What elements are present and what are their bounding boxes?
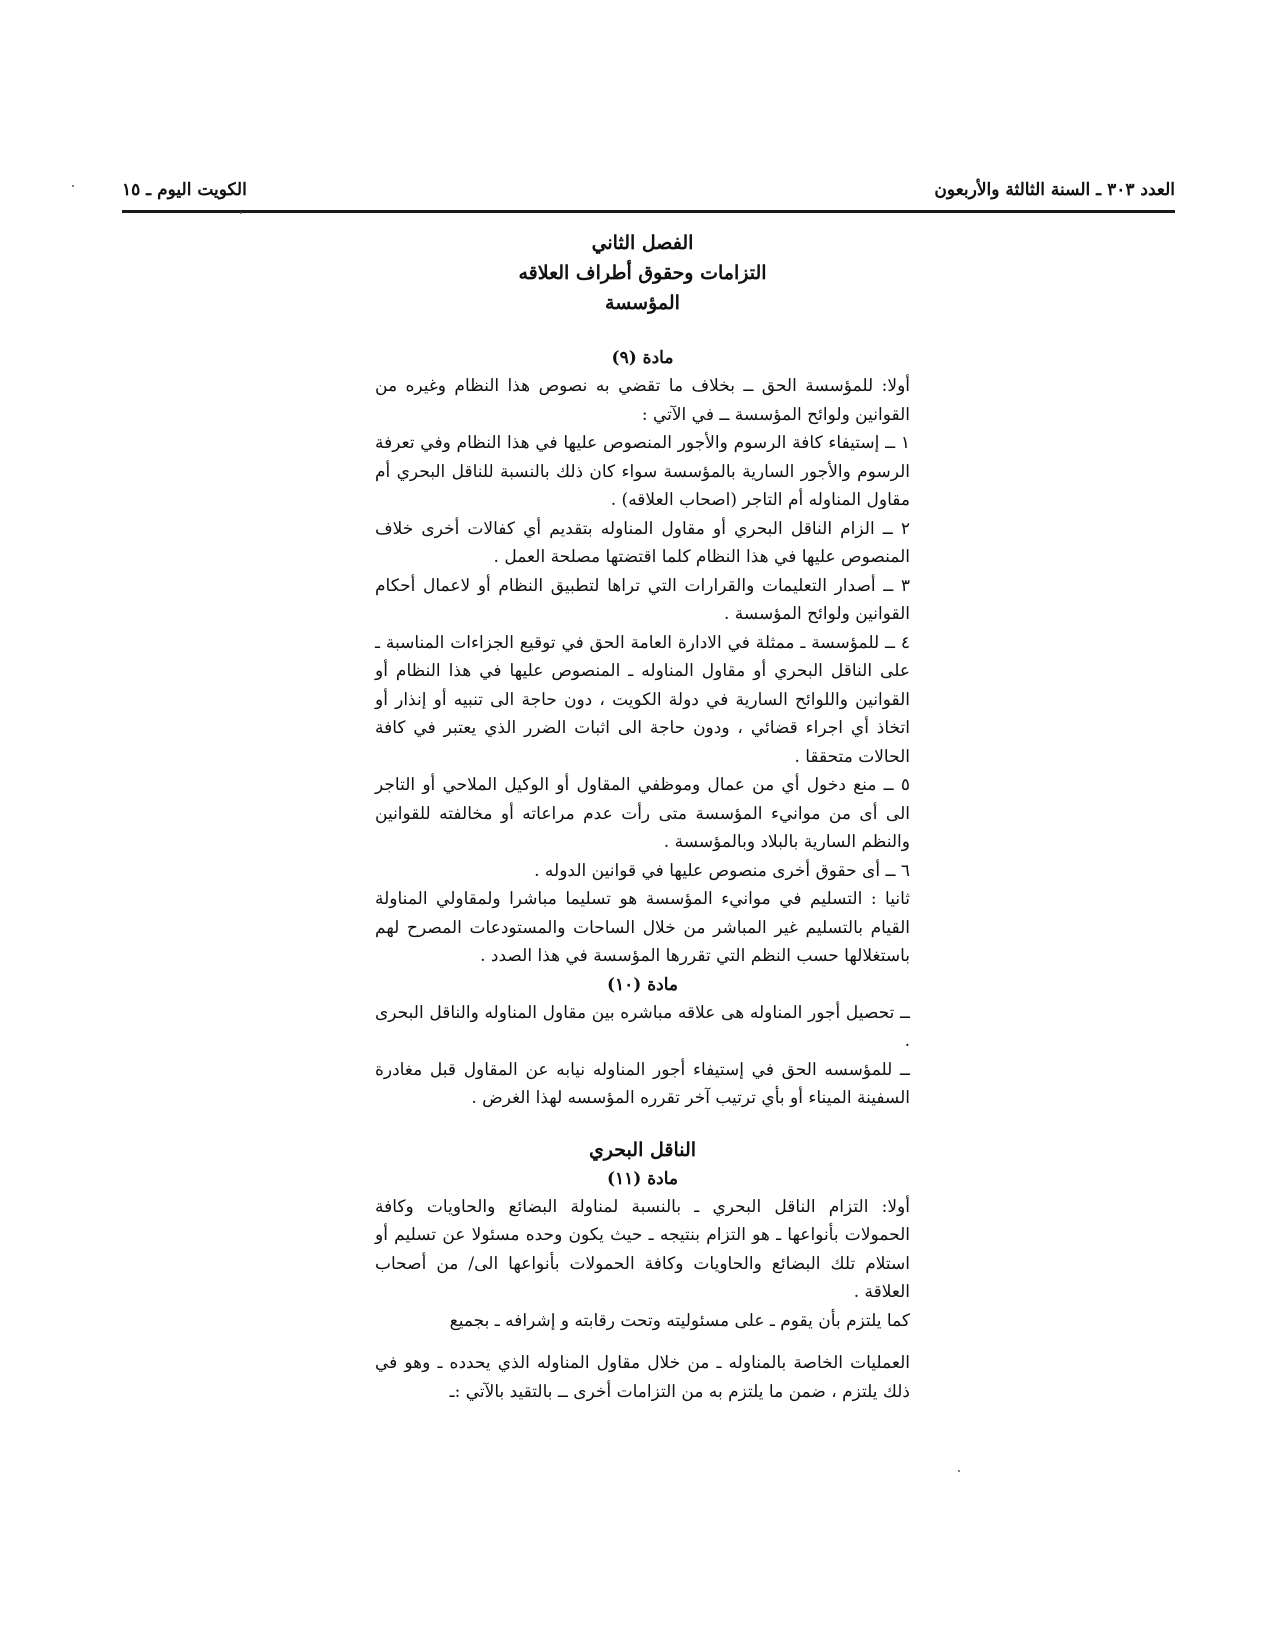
article-9-item-3: ٣ ــ أصدار التعليمات والقرارات التي تراها لتطبيق النظام أو لاعمال أحكام القوانين ولوائح المؤسسة . bbox=[375, 575, 910, 624]
article-11-obligation-intro: كما يلتزم بأن يقوم ـ على مسئوليته وتحت رقابته و إشرافه ـ بجميع bbox=[449, 1310, 910, 1331]
article-9-title: مادة (٩) bbox=[611, 348, 674, 368]
scan-speck bbox=[958, 1470, 960, 1472]
article-9-item-2: ٢ ــ الزام الناقل البحري أو مقاول المناوله بتقديم أي كفالات أخرى خلاف المنصوص عليها في هذا النظام كلما اقتضتها مصلحة العمل . bbox=[375, 518, 910, 567]
paragraph-gap bbox=[375, 1335, 910, 1349]
party-heading: المؤسسة bbox=[605, 292, 680, 314]
article-11-obligation-cont: العمليات الخاصة بالمناوله ـ من خلال مقاول المناوله الذي يحدده ـ وهو في ذلك يلتزم ، ضمن ما يلتزم به من التزامات أخرى ــ بالتقيد بالآتي :ـ bbox=[375, 1353, 910, 1402]
article-9-second: ثانيا : التسليم في موانيء المؤسسة هو تسليما مباشرا ولمقاولي المناولة القيام بالتسليم غير المباشر من خلال الساحات والمستودعات المصرح لهم باستغلالها حسب النظم التي تقررها المؤسسة في هذا الصدد . bbox=[375, 889, 910, 966]
gazette-name-page-number: الكويت اليوم ـ ١٥ bbox=[122, 180, 247, 200]
article-10-para-2: ــ للمؤسسه الحق في إستيفاء أجور المناوله نيابه عن المقاول قبل مغادرة السفينة الميناء أو بأي ترتيب آخر تقرره المؤسسه لهذا الغرض . bbox=[375, 1059, 910, 1108]
article-9-item-1: ١ ــ إستيفاء كافة الرسوم والأجور المنصوص عليها في هذا النظام وفي تعرفة الرسوم والأجور السارية بالمؤسسة سواء كان ذلك بالنسبة للناقل البحري أم مقاول المناوله أم التاجر (اصحاب العلاقه) . bbox=[375, 433, 910, 510]
article-9-item-4: ٤ ــ للمؤسسة ـ ممثلة في الادارة العامة الحق في توقيع الجزاءات المناسبة ـ على الناقل البحري أو مقاول المناوله ـ المنصوص عليها في هذا النظام أو القوانين واللوائح السارية في دولة الكويت ، دون حاجة الى تنبيه أو إنذار أو اتخاذ أي اجراء قضائي ، ودون حاجة الى اثبات الضرر الذي يعتبر في كافة الحالات متحققا . bbox=[375, 632, 910, 767]
page-body bbox=[375, 228, 910, 1406]
carrier-section-title: الناقل البحري bbox=[588, 1138, 697, 1161]
scan-speck bbox=[72, 185, 74, 187]
scan-speck bbox=[240, 212, 242, 214]
issue-number-line: العدد ٣٠٣ ـ السنة الثالثة والأربعون bbox=[934, 180, 1175, 200]
article-10-para-1: ــ تحصيل أجور المناوله هى علاقه مباشره بين مقاول المناوله والناقل البحرى . bbox=[375, 1002, 910, 1051]
article-11-title: مادة (١١) bbox=[606, 1168, 679, 1189]
article-11-first: أولا: التزام الناقل البحري ـ بالنسبة لمناولة البضائع والحاويات وكافة الحمولات بأنواعها ـ هو التزام بنتيجه ـ حيث يكون وحده مسئولا عن تسليم أو استلام تلك البضائع والحاويات وكافة الحمولات بأنواعها الى/ من أصحاب العلاقة . bbox=[375, 1196, 910, 1302]
chapter-subtitle: التزامات وحقوق أطراف العلاقه bbox=[518, 262, 767, 284]
article-9-item-5: ٥ ــ منع دخول أي من عمال وموظفي المقاول أو الوكيل الملاحي أو التاجر الى أى من موانيء المؤسسة متى رأت عدم مراعاته أو مخالفته للقوانين والنظم السارية بالبلاد وبالمؤسسة . bbox=[375, 775, 910, 852]
article-10-title: مادة (١٠) bbox=[606, 974, 679, 995]
article-9-intro: أولا: للمؤسسة الحق ــ بخلاف ما تقضي به نصوص هذا النظام وغيره من القوانين ولوائح المؤسسة ــ في الآتي : bbox=[375, 376, 910, 425]
chapter-heading bbox=[375, 228, 910, 318]
chapter-title: الفصل الثاني bbox=[591, 232, 694, 254]
article-9-item-6: ٦ ــ أى حقوق أخرى منصوص عليها في قوانين الدوله . bbox=[534, 860, 910, 881]
running-header bbox=[122, 180, 1175, 213]
